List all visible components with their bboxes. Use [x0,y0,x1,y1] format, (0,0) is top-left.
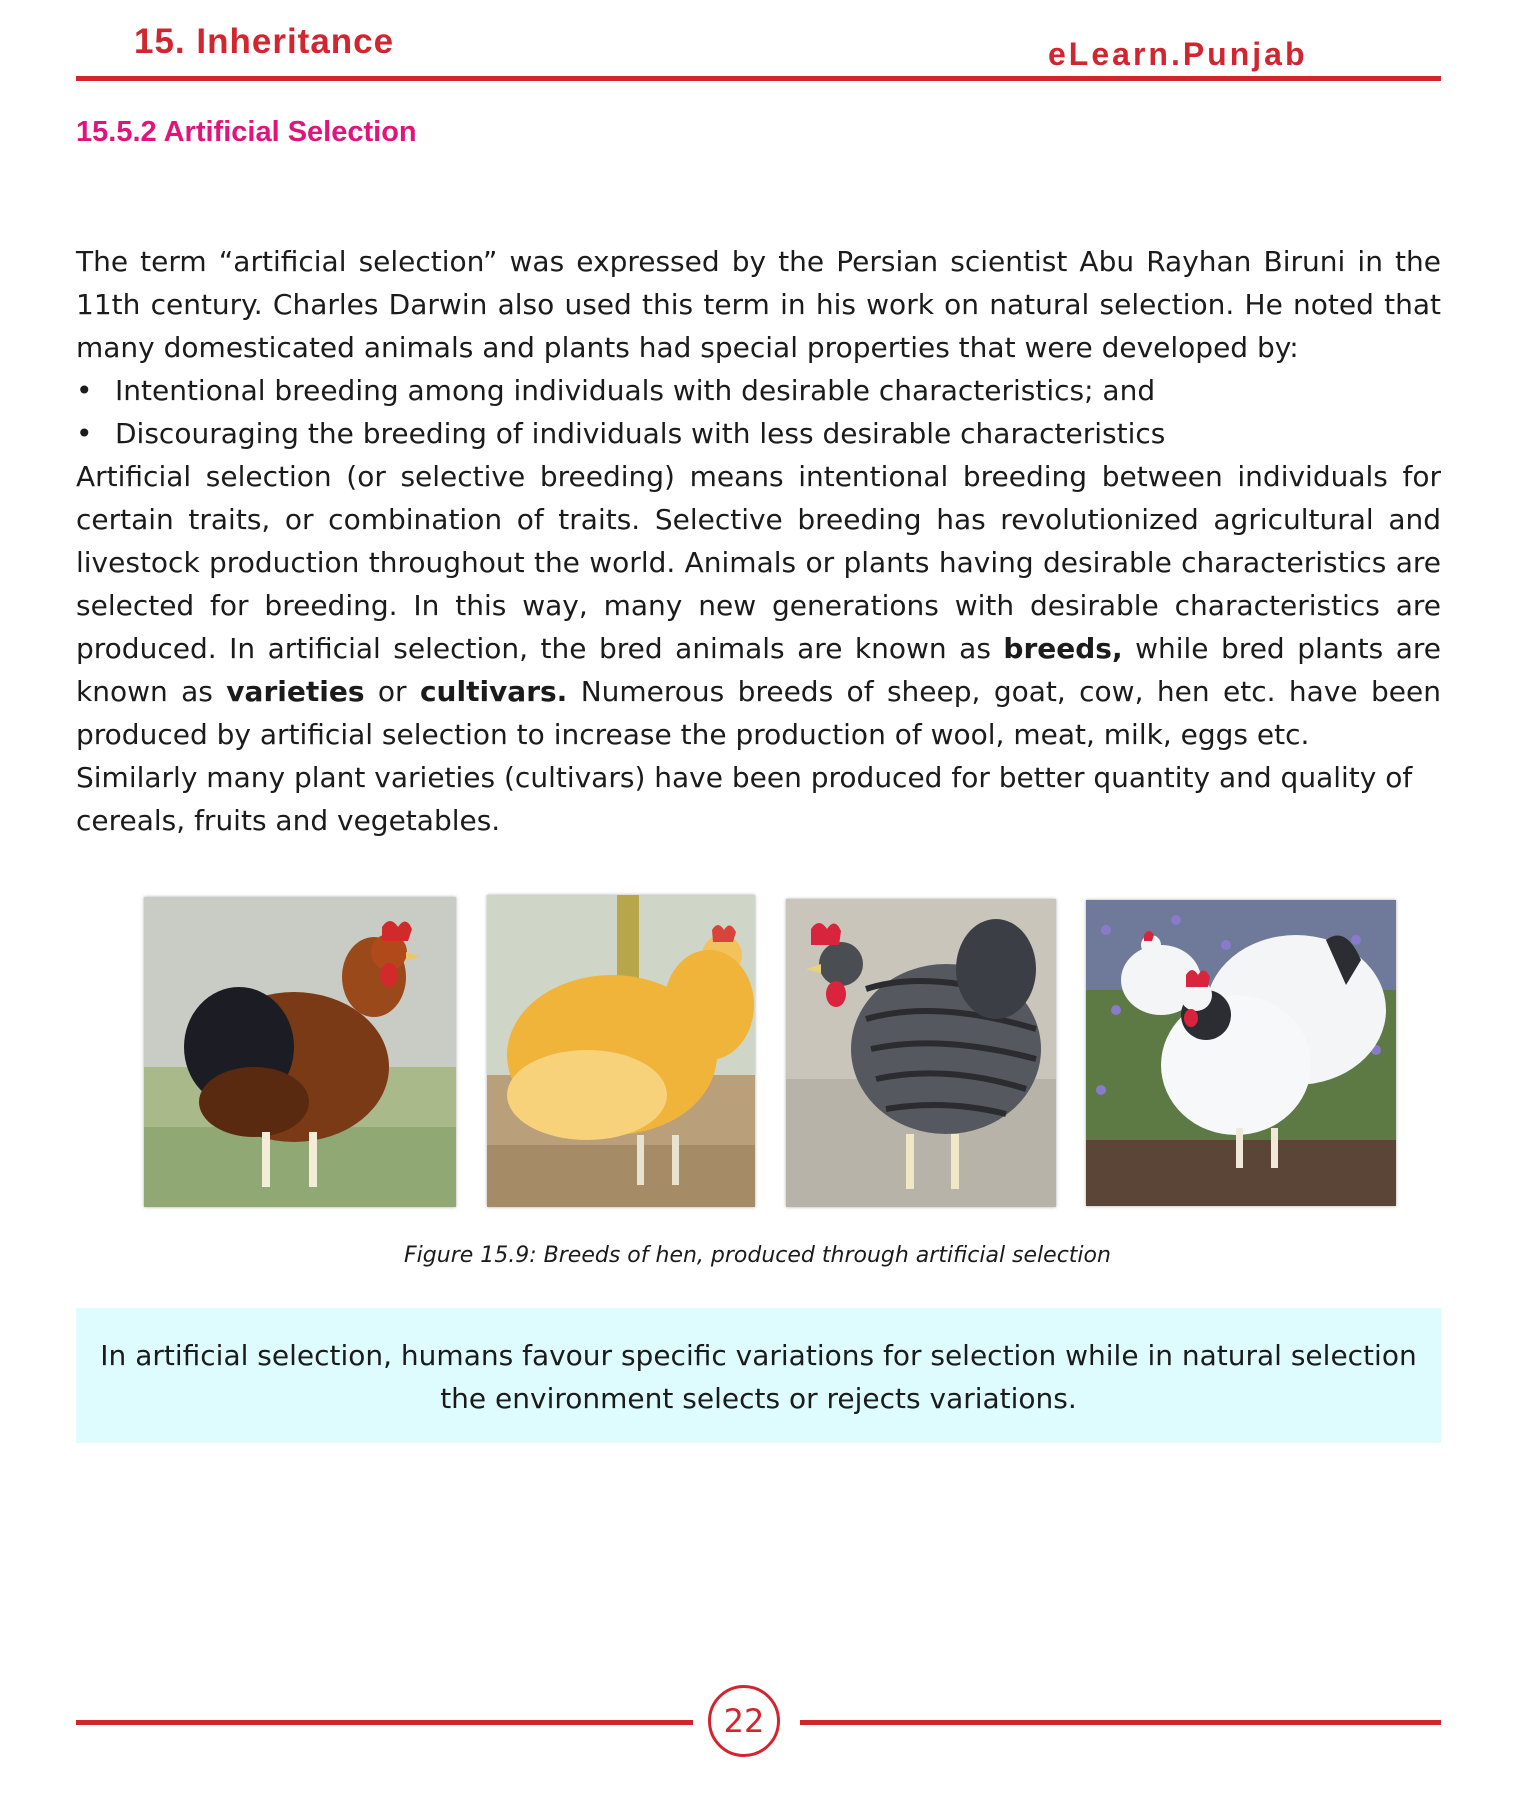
bullet-item [76,369,1441,412]
chapter-title: 15. Inheritance [134,22,395,61]
term-breeds: breeds, [1003,632,1123,665]
intro-paragraph: The term “artificial selection” was expressed by the Persian scientist Abu Rayhan Biruni in the 11th century. Charles Darwin also used this term in his work on natural selection. He noted that many domesticated animals and plants had special properties that were developed by: [76,245,1441,364]
callout-box: In artificial selection, humans favour specific variations for selection while in natural selection the environment selects or rejects variations. [76,1308,1441,1443]
term-varieties: varieties [226,675,365,708]
section-heading: 15.5.2 Artificial Selection [76,116,417,148]
body-text [76,240,1441,842]
plant-varieties-paragraph: Similarly many plant varieties (cultivars) have been produced for better quantity and quality of cereals, fruits and vegetables. [76,761,1413,837]
footer-rule-right [800,1720,1441,1725]
bullet-symbol: • [76,374,93,407]
bullet-symbol: • [76,417,93,450]
buff-hen-image [487,895,755,1207]
brand-name: eLearn.Punjab [1048,36,1308,72]
brown-hen-image [144,897,456,1207]
paragraph-text: while bred plants are known as [76,632,1441,708]
barred-hen-image [786,899,1056,1207]
hen-photo-1 [144,897,456,1207]
header-rule [76,76,1441,81]
term-cultivars: cultivars. [419,675,568,708]
hen-photo-3 [786,899,1056,1207]
bullet-item [76,412,1441,455]
page-number: 22 [708,1685,780,1757]
bullet-text: Intentional breeding among individuals with desirable characteristics; and [115,374,1156,407]
white-hens-image [1086,900,1396,1206]
hen-photo-2 [487,895,755,1207]
paragraph-text: Numerous breeds of sheep, goat, cow, hen etc. have been produced by artificial selection to increase the production of wool, meat, milk, eggs etc. [76,675,1441,751]
bullet-list [76,369,1441,455]
hen-photo-4 [1086,900,1396,1206]
bullet-text: Discouraging the breeding of individuals with less desirable characteristics [115,417,1166,450]
paragraph-text: Artificial selection (or selective breeding) means intentional breeding between individuals for certain traits, or combination of traits. Selective breeding has revolutionized agricultural and livestock production throughout the world. Animals or plants having desirable characteristics are selected for breeding. In this way, many new generations with desirable characteristics are produced. In artificial selection, the bred animals are known as [76,460,1441,665]
footer-rule-left [76,1720,693,1725]
paragraph-text: or [364,675,420,708]
figure-caption: Figure 15.9: Breeds of hen, produced through artificial selection [404,1243,1111,1268]
figure-row [0,895,1515,1210]
selective-breeding-paragraph [76,455,1441,756]
